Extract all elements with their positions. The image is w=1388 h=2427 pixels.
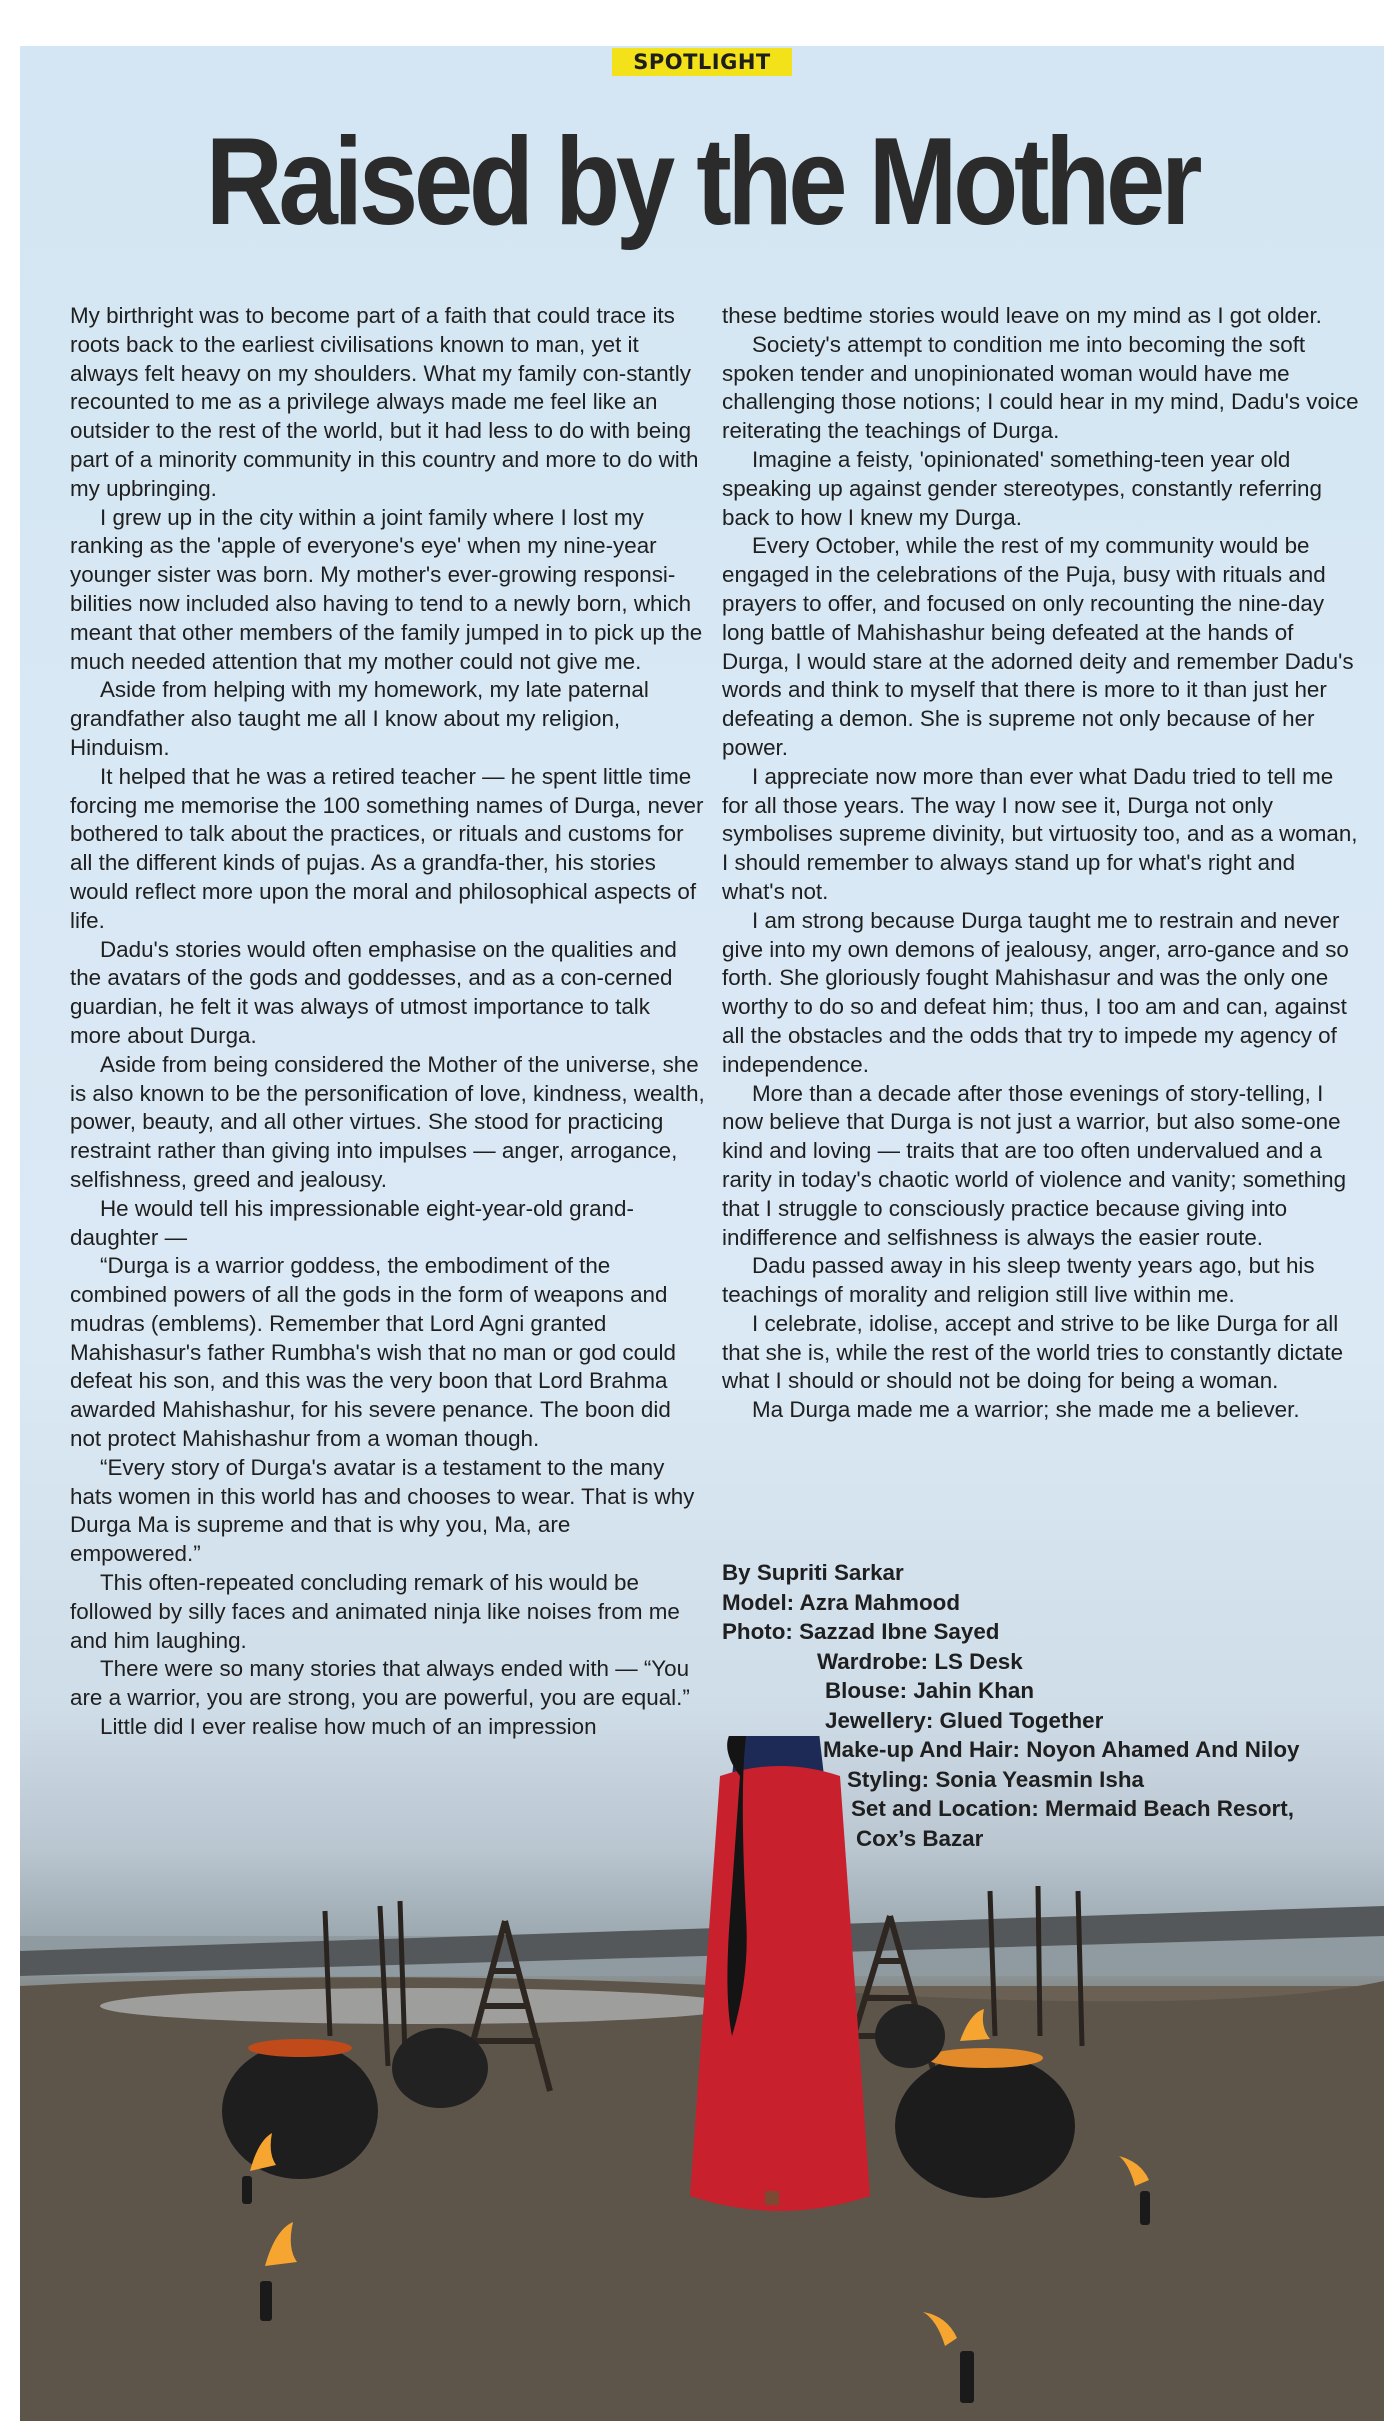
paragraph: Aside from helping with my homework, my late paternal grandfather also taught me all I know about my religion, Hinduism. <box>70 677 649 760</box>
paragraph: He would tell his impressionable eight-year-old grand-daughter — <box>70 1195 634 1250</box>
paragraph: More than a decade after those evenings of story-telling, I now believe that Durga is not just a warrior, but also some-one kind and loving — traits that are too often undervalued and a rarity in today's chaotic world of violence and vanity; something that I struggle to consciously practice because giving into indifference and selfishness is always the easier route. <box>722 1080 1347 1250</box>
credit-blouse: Blouse: Jahin Khan <box>825 1678 1035 1703</box>
paragraph: Dadu passed away in his sleep twenty years ago, but his teachings of morality and religion still live within me. <box>722 1253 1315 1308</box>
paragraph: It helped that he was a retired teacher — he spent little time forcing me memorise the 100 something names of Durga, never bothered to talk about the practices, or rituals and customs for all the different kinds of pujas. As a grandfa-ther, his stories would reflect more upon the moral and philosophical aspects of life. <box>70 763 704 933</box>
paragraph: My birthright was to become part of a faith that could trace its roots back to the earliest civilisations known to man, yet it always felt heavy on my shoulders. What my family con-stantly recounted to me as a privilege always made me feel like an outsider to the rest of the world, but it had less to do with being part of a minority community in this country and more to do with my upbringing. <box>70 303 699 501</box>
headline: Raised by the Mother <box>205 113 1199 251</box>
paragraph: There were so many stories that always ended with — “You are a warrior, you are strong, you are powerful, you are equal.” <box>70 1656 690 1711</box>
credit-styling: Styling: Sonia Yeasmin Isha <box>847 1766 1144 1792</box>
paragraph: Society's attempt to condition me into becoming the soft spoken tender and unopinionated woman would have me challenging those notions; I could hear in my mind, Dadu's voice reiterating the teachings of Durga. <box>722 331 1359 444</box>
credit-location: Set and Location: Mermaid Beach Resort, <box>851 1796 1294 1821</box>
paragraph: Aside from being considered the Mother of the universe, she is also known to be the personification of love, kindness, wealth, power, beauty, and all other virtues. She stood for practicing restraint rather than giving into impulses — anger, arrogance, selfishness, greed and jealousy. <box>70 1051 705 1192</box>
paragraph: I appreciate now more than ever what Dadu tried to tell me for all those years. The way I now see it, Durga not only symbolises supreme divinity, but virtuosity too, and as a woman, I should remember to always stand up for what's right and what's not. <box>722 763 1358 904</box>
paragraph: Imagine a feisty, 'opinionated' something-teen year old speaking up against gender stereotypes, constantly referring back to how I knew my Durga. <box>722 446 1322 530</box>
paragraph: these bedtime stories would leave on my mind as I got older. <box>722 303 1322 328</box>
article-right-column <box>722 302 1362 1425</box>
article-left-column <box>70 302 706 1742</box>
section-tag: SPOTLIGHT <box>612 48 792 76</box>
paragraph: Dadu's stories would often emphasise on the qualities and the avatars of the gods and goddesses, and as a con-cerned guardian, he felt it was always of utmost importance to talk more about Durga. <box>70 936 677 1048</box>
credits <box>722 1558 1382 1853</box>
paragraph: I am strong because Durga taught me to restrain and never give into my own demons of jealousy, anger, arro-gance and so forth. She gloriously fought Mahishasur and was the only one worthy to do so and defeat him; thus, I too am and can, against all the obstacles and the odds that try to impede my agency of independence. <box>722 907 1349 1077</box>
credit-jewellery: Jewellery: Glued Together <box>825 1707 1104 1733</box>
water-reflection <box>100 1988 740 2024</box>
credit-wardrobe: Wardrobe: LS Desk <box>817 1648 1023 1674</box>
credit-author: By Supriti Sarkar <box>722 1560 904 1585</box>
credit-photo: Photo: Sazzad Ibne Sayed <box>722 1619 1000 1644</box>
paragraph: This often-repeated concluding remark of his would be followed by silly faces and animated ninja like noises from me and him laughing. <box>70 1570 680 1653</box>
credit-model: Model: Azra Mahmood <box>722 1589 960 1615</box>
paragraph: I grew up in the city within a joint family where I lost my ranking as the 'apple of everyone's eye' when my nine-year younger sister was born. My mother's ever-growing responsi-bilities now included also having to tend to a newly born, which meant that other members of the family jumped in to pick up the much needed attention that my mother could not give me. <box>70 504 703 674</box>
paragraph: Every October, while the rest of my community would be engaged in the celebrations of the Puja, busy with rituals and prayers to offer, and focused on only recounting the nine-day long battle of Mahishashur being defeated at the hands of Durga, I would stare at the adorned deity and remember Dadu's words and think to myself that there is more to it than just her defeating a demon. She is supreme not only because of her power. <box>722 533 1354 760</box>
paragraph: “Durga is a warrior goddess, the embodiment of the combined powers of all the gods in the form of weapons and mudras (emblems). Remember that Lord Agni granted Mahishasur's father Rumbha's wish that no man or god could defeat his son, and this was the very boon that Lord Brahma awarded Mahishashur, for his severe penance. The boon did not protect Mahishashur from a woman though. <box>70 1253 676 1452</box>
paragraph: Ma Durga made me a warrior; she made me a believer. <box>752 1397 1300 1423</box>
credit-makeup: Make-up And Hair: Noyon Ahamed And Niloy <box>823 1737 1300 1762</box>
magazine-page <box>20 46 1384 2421</box>
paragraph: “Every story of Durga's avatar is a testament to the many hats women in this world has and chooses to wear. That is why Durga Ma is supreme and that is why you, Ma, are empowered.” <box>70 1454 695 1567</box>
credit-location-city: Cox’s Bazar <box>856 1825 984 1851</box>
paragraph: I celebrate, idolise, accept and strive to be like Durga for all that she is, while the rest of the world tries to constantly dictate what I should or should not be doing for being a woman. <box>722 1310 1344 1394</box>
paragraph: Little did I ever realise how much of an impression <box>100 1714 597 1740</box>
